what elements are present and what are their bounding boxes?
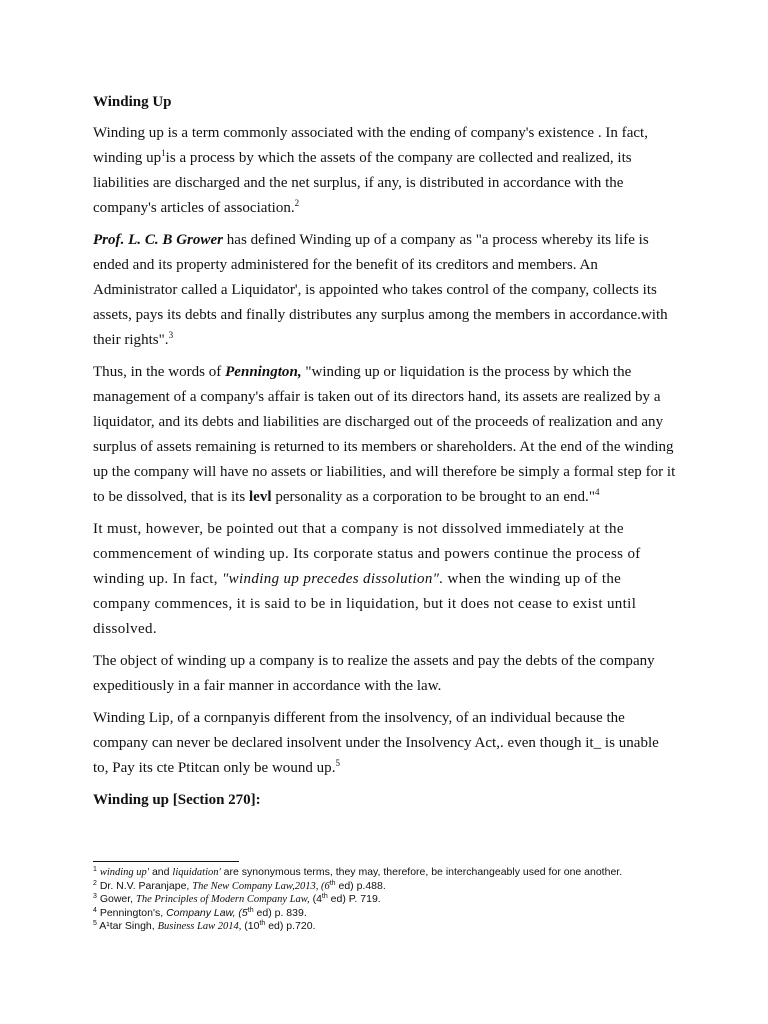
footnote-italic: winding up': [99, 867, 150, 878]
paragraph-text: The object of winding up a company is to realize the assets and pay the debts of the company expeditiously in a fair manner in accordance with the law.: [93, 653, 655, 694]
paragraph-grower: [93, 228, 678, 353]
author-name: Pennington,: [225, 364, 302, 380]
paragraph-text: Winding Lip, of a cornpanyis different from the insolvency, of an individual because the company can never be declared insolvent under the Insolvency Act,. even though it_ is unable to, Pay its cte Ptitcan only be wound up.: [93, 710, 659, 776]
paragraph-text: Thus, in the words of: [93, 364, 226, 380]
footnote-text: (4: [309, 893, 322, 906]
footnote-ordinal: th: [259, 920, 266, 928]
footnote-number: 2: [93, 879, 97, 887]
footnote-number: 5: [93, 920, 97, 928]
paragraph-text: has defined Winding up of a company as "a process whereby its life is ended and its property administered for the benefit of its creditors and members. An Administrator called a Liquidator', is appointed who takes control of the company, collects its assets, pays its debts and finally distributes any surplus among the members in accordance.with their rights".: [93, 232, 668, 348]
paragraph-text: is a process by which the assets of the company are collected and realized, its liabilities are discharged and the net surplus, if any, is distributed in accordance with the company's articles of association.: [93, 150, 632, 216]
bold-word: levl: [249, 489, 272, 505]
footnote-text: and: [149, 866, 173, 878]
page-title: Winding Up: [93, 94, 172, 110]
italic-quote: "winding up precedes dissolution".: [222, 571, 444, 587]
paragraph-text: when the winding up of the company commences, it is said to be in liquidation, but it does not cease to exist until dissolved.: [93, 571, 637, 637]
author-name: Prof. L. C. B Grower: [93, 232, 223, 248]
footnote-text: Gower,: [99, 893, 137, 906]
footnote-item: [93, 866, 713, 880]
paragraph-text: "winding up or liquidation is the process by which the management of a company's affair is taken out of its directors hand, its assets are realized by a liquidator, and its debts and liabilities are discharged out of the proceeds of realization and any surplus of assets remaining is returned to its members or shareholders. At the end of the winding up the company will have no assets or liabilities, and will therefore be simply a formal step for it to be dissolved, that is its: [93, 364, 676, 505]
footnote-ref: 3: [168, 330, 174, 340]
footnote-divider: [93, 861, 239, 862]
footnote-italic: The New Company Law,2013, (6: [192, 880, 330, 892]
footnote-number: 1: [93, 866, 97, 873]
footnote-text: ed) p. 839.: [253, 906, 307, 919]
footnote-ref: 1: [161, 148, 166, 158]
footnote-italic: Company Law, (5: [166, 906, 248, 919]
footnote-ref: 5: [335, 758, 340, 768]
footnote-ordinal: th: [247, 906, 254, 914]
footnote-number: 3: [93, 893, 97, 901]
footnote-ref: 2: [294, 198, 300, 208]
section-heading: Winding up [Section 270]:: [93, 792, 261, 808]
footnote-ordinal: th: [329, 879, 336, 887]
footnote-ref: 4: [594, 487, 600, 497]
footnote-item: [93, 907, 713, 921]
footnote-text: ed) p.720.: [265, 920, 316, 933]
footnote-text: Pennington's,: [99, 906, 167, 919]
footnote-item: [93, 920, 713, 934]
footnotes: [93, 866, 713, 934]
footnote-text: (10: [241, 920, 260, 933]
footnote-text: Dr. N.V. Paranjape,: [99, 879, 193, 892]
footnote-italic: The Principles of Modern Company Law,: [136, 894, 310, 906]
document-body: [93, 90, 678, 813]
footnote-item: [93, 893, 713, 907]
paragraph-text: Winding up is a term commonly associated with the ending of company's existence . In fact, winding up: [93, 125, 649, 166]
paragraph-text: It must, however, be pointed out that a company is not dissolved immediately at the commencement of winding up. Its corporate status and powers continue the process of winding up. In fact,: [93, 521, 641, 587]
footnote-text: A¹tar Singh,: [99, 920, 158, 933]
footnote-text: ed) P. 719.: [327, 893, 381, 906]
footnote-text: ed) p.488.: [335, 879, 386, 892]
paragraph-dissolution: [93, 517, 678, 642]
footnote-italic: liquidation': [172, 867, 221, 878]
footnote-text: are synonymous terms, they may, therefore, be interchangeably used for one another.: [220, 866, 623, 878]
paragraph-object: [93, 649, 678, 699]
footnote-number: 4: [93, 906, 97, 914]
paragraph-definition: [93, 121, 678, 221]
paragraph-insolvency: [93, 706, 678, 781]
footnote-italic: Business Law 2014,: [157, 921, 242, 933]
paragraph-pennington: [93, 360, 678, 510]
paragraph-text: personality as a corporation to be brought to an end.": [271, 489, 595, 505]
footnote-item: [93, 880, 713, 894]
footnote-ordinal: th: [321, 893, 328, 901]
